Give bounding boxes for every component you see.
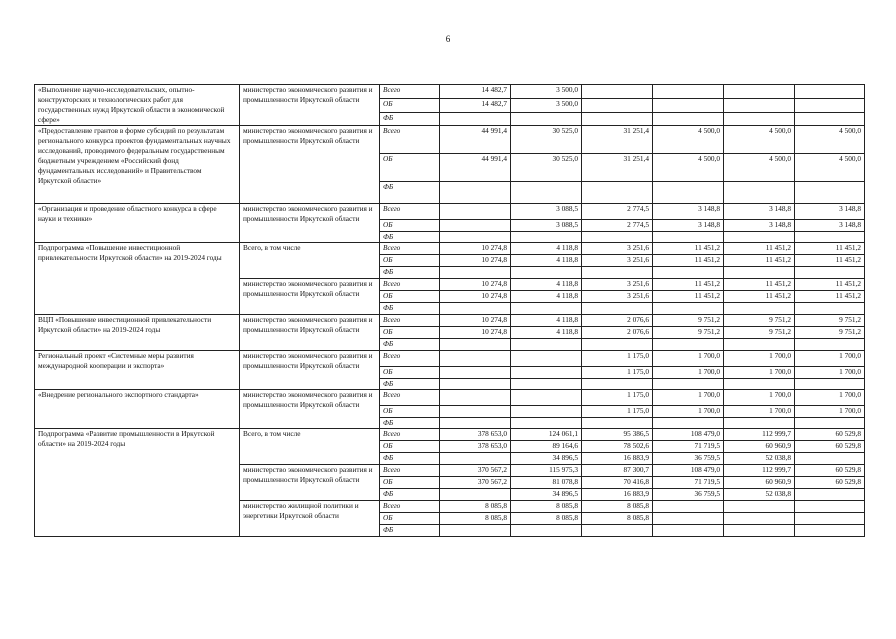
- funding-source: ФБ: [380, 339, 440, 351]
- amount-cell: 1 700,0: [653, 367, 724, 379]
- funding-source: ОБ: [380, 291, 440, 303]
- amount-cell: 30 525,0: [511, 154, 582, 182]
- amount-cell: 71 719,5: [653, 477, 724, 489]
- amount-cell: [440, 351, 511, 367]
- table-row: [35, 429, 865, 441]
- amount-cell: [582, 99, 653, 113]
- amount-cell: 10 274,8: [440, 255, 511, 267]
- funding-source: Всего: [380, 315, 440, 327]
- amount-cell: 11 451,2: [795, 243, 865, 255]
- amount-cell: [724, 99, 795, 113]
- amount-cell: 71 719,5: [653, 441, 724, 453]
- amount-cell: 3 251,6: [582, 279, 653, 291]
- amount-cell: [511, 525, 582, 537]
- amount-cell: 9 751,2: [653, 315, 724, 327]
- amount-cell: 16 883,9: [582, 489, 653, 501]
- amount-cell: [653, 99, 724, 113]
- amount-cell: 31 251,4: [582, 154, 653, 182]
- amount-cell: 11 451,2: [724, 255, 795, 267]
- amount-cell: [795, 525, 865, 537]
- amount-cell: [440, 267, 511, 279]
- amount-cell: 3 148,8: [795, 220, 865, 232]
- amount-cell: 36 759,5: [653, 453, 724, 465]
- table-row: [35, 243, 865, 255]
- funding-source: ОБ: [380, 367, 440, 379]
- executor-name: министерство экономического развития и промышленности Иркутской области: [240, 390, 380, 429]
- amount-cell: 9 751,2: [795, 315, 865, 327]
- table-row: [35, 85, 865, 99]
- amount-cell: [511, 367, 582, 379]
- amount-cell: [511, 303, 582, 315]
- amount-cell: [653, 303, 724, 315]
- amount-cell: [653, 501, 724, 513]
- table-row: [35, 351, 865, 367]
- amount-cell: 4 118,8: [511, 315, 582, 327]
- amount-cell: 4 500,0: [653, 126, 724, 154]
- amount-cell: 52 038,8: [724, 453, 795, 465]
- amount-cell: [653, 113, 724, 126]
- amount-cell: 4 500,0: [795, 126, 865, 154]
- amount-cell: [440, 303, 511, 315]
- amount-cell: [724, 232, 795, 243]
- amount-cell: 9 751,2: [724, 315, 795, 327]
- amount-cell: [440, 113, 511, 126]
- amount-cell: 124 061,1: [511, 429, 582, 441]
- funding-source: Всего: [380, 351, 440, 367]
- amount-cell: [440, 204, 511, 220]
- amount-cell: 4 118,8: [511, 243, 582, 255]
- amount-cell: 8 085,8: [582, 513, 653, 525]
- amount-cell: 8 085,8: [582, 501, 653, 513]
- section-name: «Внедрение регионального экспортного стандарта»: [35, 390, 240, 429]
- table-row: [35, 126, 865, 154]
- amount-cell: 115 975,3: [511, 465, 582, 477]
- amount-cell: [440, 232, 511, 243]
- amount-cell: 10 274,8: [440, 279, 511, 291]
- section-name: Подпрограмма «Развитие промышленности в Иркутской области» на 2019-2024 годы: [35, 429, 240, 537]
- amount-cell: [724, 182, 795, 204]
- table-row: [35, 204, 865, 220]
- amount-cell: 60 529,8: [795, 429, 865, 441]
- amount-cell: [440, 182, 511, 204]
- executor-name: Всего, в том числе: [240, 243, 380, 279]
- amount-cell: [440, 339, 511, 351]
- amount-cell: [653, 525, 724, 537]
- amount-cell: [795, 99, 865, 113]
- section-name: Региональный проект «Системные меры развития международной кооперации и экспорта»: [35, 351, 240, 390]
- amount-cell: [795, 303, 865, 315]
- amount-cell: [582, 525, 653, 537]
- amount-cell: 1 700,0: [724, 390, 795, 406]
- amount-cell: 11 451,2: [795, 291, 865, 303]
- amount-cell: 34 896,5: [511, 489, 582, 501]
- amount-cell: [795, 267, 865, 279]
- amount-cell: 1 175,0: [582, 390, 653, 406]
- amount-cell: [440, 406, 511, 418]
- amount-cell: 60 960,9: [724, 441, 795, 453]
- amount-cell: [653, 85, 724, 99]
- amount-cell: [724, 339, 795, 351]
- amount-cell: 1 700,0: [724, 351, 795, 367]
- amount-cell: 3 148,8: [653, 204, 724, 220]
- amount-cell: 9 751,2: [653, 327, 724, 339]
- amount-cell: [511, 113, 582, 126]
- amount-cell: 1 700,0: [724, 406, 795, 418]
- amount-cell: [795, 113, 865, 126]
- amount-cell: 1 700,0: [653, 390, 724, 406]
- funding-source: ФБ: [380, 267, 440, 279]
- amount-cell: [795, 489, 865, 501]
- amount-cell: 60 960,9: [724, 477, 795, 489]
- amount-cell: 4 118,8: [511, 255, 582, 267]
- amount-cell: 370 567,2: [440, 477, 511, 489]
- funding-source: Всего: [380, 85, 440, 99]
- amount-cell: 3 088,5: [511, 220, 582, 232]
- amount-cell: 10 274,8: [440, 291, 511, 303]
- funding-source: ФБ: [380, 113, 440, 126]
- amount-cell: [582, 303, 653, 315]
- amount-cell: [795, 379, 865, 390]
- amount-cell: [511, 406, 582, 418]
- amount-cell: [511, 379, 582, 390]
- amount-cell: 11 451,2: [653, 279, 724, 291]
- amount-cell: 3 251,6: [582, 255, 653, 267]
- amount-cell: 60 529,8: [795, 441, 865, 453]
- amount-cell: 112 999,7: [724, 465, 795, 477]
- amount-cell: 60 529,8: [795, 465, 865, 477]
- executor-name: министерство экономического развития и промышленности Иркутской области: [240, 279, 380, 315]
- amount-cell: 9 751,2: [795, 327, 865, 339]
- amount-cell: [795, 453, 865, 465]
- amount-cell: [511, 418, 582, 429]
- amount-cell: 10 274,8: [440, 327, 511, 339]
- funding-source: ФБ: [380, 525, 440, 537]
- amount-cell: 378 653,0: [440, 441, 511, 453]
- executor-name: Всего, в том числе: [240, 429, 380, 465]
- amount-cell: [582, 232, 653, 243]
- amount-cell: 10 274,8: [440, 315, 511, 327]
- executor-name: министерство экономического развития и промышленности Иркутской области: [240, 465, 380, 501]
- amount-cell: 8 085,8: [440, 501, 511, 513]
- amount-cell: 4 500,0: [724, 154, 795, 182]
- funding-source: Всего: [380, 390, 440, 406]
- funding-source: Всего: [380, 279, 440, 291]
- amount-cell: 4 118,8: [511, 291, 582, 303]
- amount-cell: [653, 513, 724, 525]
- amount-cell: [724, 418, 795, 429]
- executor-name: министерство жилищной политики и энергетики Иркутской области: [240, 501, 380, 537]
- amount-cell: [795, 232, 865, 243]
- amount-cell: [724, 303, 795, 315]
- page-number: 6: [445, 34, 451, 44]
- amount-cell: 2 076,6: [582, 327, 653, 339]
- amount-cell: [511, 232, 582, 243]
- amount-cell: 30 525,0: [511, 126, 582, 154]
- funding-source: ФБ: [380, 232, 440, 243]
- amount-cell: 9 751,2: [724, 327, 795, 339]
- funding-source: ОБ: [380, 406, 440, 418]
- amount-cell: 95 386,5: [582, 429, 653, 441]
- amount-cell: [582, 339, 653, 351]
- amount-cell: [440, 367, 511, 379]
- amount-cell: 14 482,7: [440, 99, 511, 113]
- funding-source: Всего: [380, 243, 440, 255]
- amount-cell: 11 451,2: [653, 291, 724, 303]
- amount-cell: [440, 418, 511, 429]
- amount-cell: 1 700,0: [795, 406, 865, 418]
- amount-cell: 3 148,8: [724, 220, 795, 232]
- amount-cell: 34 896,5: [511, 453, 582, 465]
- amount-cell: [511, 351, 582, 367]
- amount-cell: [653, 379, 724, 390]
- section-name: «Выполнение научно-исследовательских, опытно-конструкторских и технологических работ для государственных нужд Иркутской области в экономической сфере»: [35, 85, 240, 126]
- amount-cell: 44 991,4: [440, 126, 511, 154]
- amount-cell: [440, 379, 511, 390]
- funding-source: Всего: [380, 126, 440, 154]
- amount-cell: [795, 418, 865, 429]
- funding-source: Всего: [380, 204, 440, 220]
- amount-cell: [582, 85, 653, 99]
- amount-cell: 4 500,0: [724, 126, 795, 154]
- amount-cell: 1 700,0: [795, 367, 865, 379]
- amount-cell: 2 774,5: [582, 220, 653, 232]
- amount-cell: [724, 501, 795, 513]
- amount-cell: [440, 525, 511, 537]
- amount-cell: [653, 232, 724, 243]
- amount-cell: 8 085,8: [511, 513, 582, 525]
- amount-cell: [795, 339, 865, 351]
- amount-cell: 11 451,2: [653, 255, 724, 267]
- amount-cell: [440, 390, 511, 406]
- amount-cell: [440, 453, 511, 465]
- amount-cell: [511, 390, 582, 406]
- amount-cell: 11 451,2: [724, 279, 795, 291]
- amount-cell: [724, 525, 795, 537]
- amount-cell: 108 479,0: [653, 429, 724, 441]
- amount-cell: 44 991,4: [440, 154, 511, 182]
- amount-cell: 60 529,8: [795, 477, 865, 489]
- amount-cell: 11 451,2: [724, 243, 795, 255]
- section-name: ВЦП «Повышение инвестиционной привлекательности Иркутской области» на 2019-2024 годы: [35, 315, 240, 351]
- amount-cell: 87 300,7: [582, 465, 653, 477]
- section-name: «Предоставление грантов в форме субсидий по результатам регионального конкурса проектов фундаментальных научных исследований, проводимого федеральным государственным бюджетным учреждением «Российский фонд фундаментальных исследований» и Правительством Иркутской области»: [35, 126, 240, 204]
- amount-cell: 3 500,0: [511, 85, 582, 99]
- amount-cell: 11 451,2: [724, 291, 795, 303]
- amount-cell: 1 700,0: [795, 351, 865, 367]
- executor-name: министерство экономического развития и промышленности Иркутской области: [240, 315, 380, 351]
- amount-cell: [724, 85, 795, 99]
- executor-name: министерство экономического развития и промышленности Иркутской области: [240, 204, 380, 243]
- amount-cell: 3 088,5: [511, 204, 582, 220]
- amount-cell: [511, 182, 582, 204]
- amount-cell: [724, 379, 795, 390]
- funding-source: ФБ: [380, 453, 440, 465]
- amount-cell: 108 479,0: [653, 465, 724, 477]
- funding-source: Всего: [380, 501, 440, 513]
- funding-table: [34, 84, 865, 537]
- amount-cell: 378 653,0: [440, 429, 511, 441]
- amount-cell: 70 416,8: [582, 477, 653, 489]
- amount-cell: 1 700,0: [724, 367, 795, 379]
- funding-source: Всего: [380, 429, 440, 441]
- amount-cell: 4 500,0: [653, 154, 724, 182]
- funding-source: ФБ: [380, 379, 440, 390]
- amount-cell: 1 175,0: [582, 351, 653, 367]
- funding-source: ОБ: [380, 477, 440, 489]
- amount-cell: 8 085,8: [511, 501, 582, 513]
- amount-cell: [795, 85, 865, 99]
- funding-source: ФБ: [380, 182, 440, 204]
- amount-cell: [511, 267, 582, 279]
- amount-cell: [440, 489, 511, 501]
- amount-cell: [582, 379, 653, 390]
- funding-source: Всего: [380, 465, 440, 477]
- amount-cell: 11 451,2: [795, 255, 865, 267]
- funding-source: ФБ: [380, 303, 440, 315]
- amount-cell: [582, 182, 653, 204]
- funding-source: ОБ: [380, 327, 440, 339]
- table-row: [35, 390, 865, 406]
- amount-cell: [724, 513, 795, 525]
- amount-cell: 78 502,6: [582, 441, 653, 453]
- amount-cell: 1 700,0: [653, 351, 724, 367]
- amount-cell: 3 148,8: [653, 220, 724, 232]
- amount-cell: 3 251,6: [582, 291, 653, 303]
- amount-cell: 1 175,0: [582, 406, 653, 418]
- amount-cell: 4 118,8: [511, 327, 582, 339]
- amount-cell: 1 175,0: [582, 367, 653, 379]
- funding-source: ОБ: [380, 441, 440, 453]
- amount-cell: 3 251,6: [582, 243, 653, 255]
- amount-cell: 52 038,8: [724, 489, 795, 501]
- amount-cell: [653, 418, 724, 429]
- funding-source: ФБ: [380, 418, 440, 429]
- amount-cell: [653, 267, 724, 279]
- amount-cell: 16 883,9: [582, 453, 653, 465]
- amount-cell: 14 482,7: [440, 85, 511, 99]
- amount-cell: 370 567,2: [440, 465, 511, 477]
- amount-cell: 8 085,8: [440, 513, 511, 525]
- executor-name: министерство экономического развития и промышленности Иркутской области: [240, 85, 380, 126]
- amount-cell: [795, 513, 865, 525]
- section-name: «Организация и проведение областного конкурса в сфере науки и техники»: [35, 204, 240, 243]
- amount-cell: 112 999,7: [724, 429, 795, 441]
- amount-cell: [653, 182, 724, 204]
- amount-cell: 2 774,5: [582, 204, 653, 220]
- funding-source: ФБ: [380, 489, 440, 501]
- amount-cell: 89 164,6: [511, 441, 582, 453]
- amount-cell: 3 148,8: [795, 204, 865, 220]
- funding-source: ОБ: [380, 255, 440, 267]
- amount-cell: 81 078,8: [511, 477, 582, 489]
- amount-cell: 11 451,2: [795, 279, 865, 291]
- amount-cell: [795, 501, 865, 513]
- amount-cell: [724, 113, 795, 126]
- funding-source: ОБ: [380, 220, 440, 232]
- amount-cell: [724, 267, 795, 279]
- amount-cell: 11 451,2: [653, 243, 724, 255]
- amount-cell: 36 759,5: [653, 489, 724, 501]
- funding-source: ОБ: [380, 99, 440, 113]
- amount-cell: [653, 339, 724, 351]
- executor-name: министерство экономического развития и промышленности Иркутской области: [240, 351, 380, 390]
- funding-source: ОБ: [380, 513, 440, 525]
- amount-cell: 2 076,6: [582, 315, 653, 327]
- amount-cell: 3 500,0: [511, 99, 582, 113]
- amount-cell: 1 700,0: [653, 406, 724, 418]
- amount-cell: [582, 267, 653, 279]
- amount-cell: [582, 418, 653, 429]
- amount-cell: 3 148,8: [724, 204, 795, 220]
- executor-name: министерство экономического развития и промышленности Иркутской области: [240, 126, 380, 204]
- table-row: [35, 315, 865, 327]
- amount-cell: [582, 113, 653, 126]
- amount-cell: 4 500,0: [795, 154, 865, 182]
- amount-cell: 10 274,8: [440, 243, 511, 255]
- amount-cell: 1 700,0: [795, 390, 865, 406]
- amount-cell: 31 251,4: [582, 126, 653, 154]
- section-name: Подпрограмма «Повышение инвестиционной привлекательности Иркутской области» на 2019-2024 годы: [35, 243, 240, 315]
- funding-source: ОБ: [380, 154, 440, 182]
- amount-cell: 4 118,8: [511, 279, 582, 291]
- amount-cell: [795, 182, 865, 204]
- amount-cell: [440, 220, 511, 232]
- amount-cell: [511, 339, 582, 351]
